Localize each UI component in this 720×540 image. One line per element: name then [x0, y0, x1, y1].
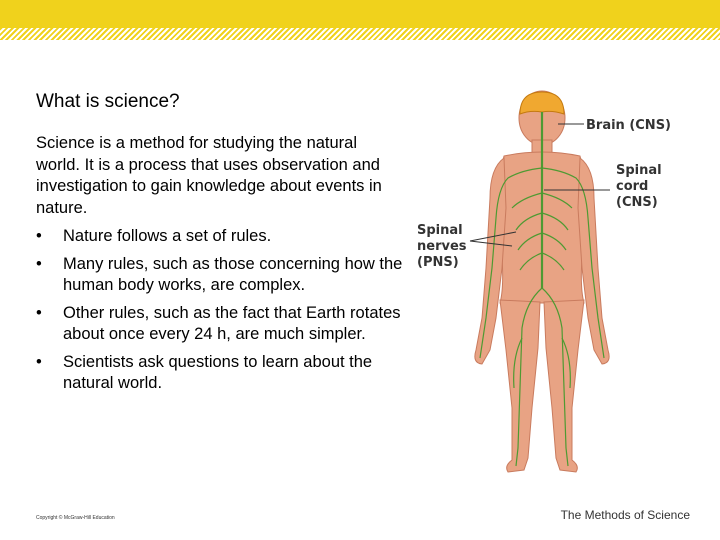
bullet-dot: • [36, 303, 42, 322]
bullet-dot: • [36, 254, 42, 273]
label-spinal-nerves-line1: Spinal [417, 223, 463, 238]
header-stripe [0, 28, 720, 40]
bullet-item [36, 352, 411, 395]
bullet-item [36, 303, 411, 346]
copyright-note: Copyright © McGraw-Hill Education [36, 515, 115, 521]
brain-shape [520, 92, 564, 114]
label-brain: Brain (CNS) [586, 118, 671, 133]
intro-paragraph: Science is a method for studying the natural world. It is a process that uses observation and investigation to gain knowledge about events in nature. [36, 134, 382, 217]
bullet-text: Scientists ask questions to learn about the natural world. [63, 352, 373, 392]
label-spinal-cord-line3: (CNS) [616, 195, 658, 210]
bullet-item [36, 226, 411, 248]
label-spinal-nerves-line2: nerves [417, 239, 467, 254]
label-spinal-nerves-line3: (PNS) [417, 255, 459, 270]
bullet-dot: • [36, 227, 42, 245]
slide-title: What is science? [36, 91, 180, 112]
header-band [0, 0, 720, 28]
bullet-item [36, 254, 411, 297]
label-spinal-cord-line1: Spinal [616, 163, 662, 178]
label-spinal-cord-line2: cord [616, 179, 649, 194]
bullet-text: Many rules, such as those concerning how the human body works, are complex. [63, 254, 403, 294]
bullet-list [36, 226, 411, 401]
bullet-text: Nature follows a set of rules. [63, 227, 272, 245]
nervous-system-figure [412, 88, 682, 480]
bullet-text: Other rules, such as the fact that Earth rotates about once every 24 h, are much simpler. [63, 303, 401, 343]
section-footer: The Methods of Science [560, 508, 690, 522]
bullet-dot: • [36, 352, 42, 371]
